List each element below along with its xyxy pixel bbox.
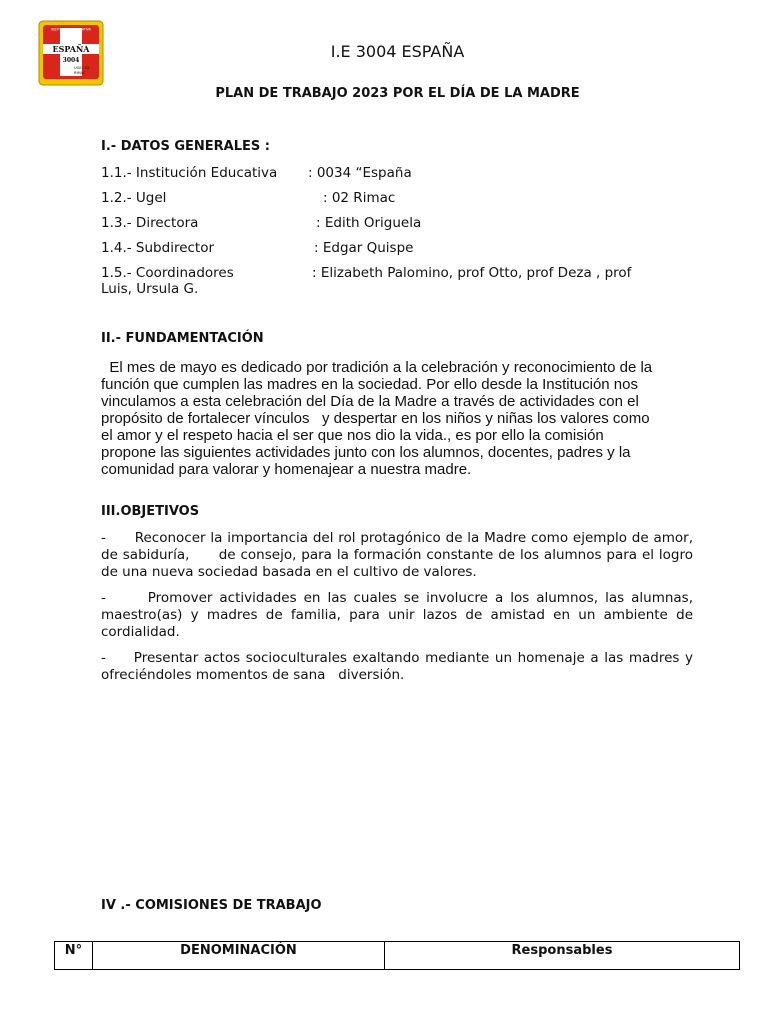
datos-value: : 02 Rimac [323,190,396,206]
datos-value: : Edith Origuela [316,215,422,231]
datos-label: 1.1.- Institución Educativa [101,165,278,181]
table-header-row [55,942,740,970]
column-header-responsables: Responsables [385,942,740,970]
column-header-denominacion: DENOMINACIÓN [93,942,385,970]
datos-value: : Elizabeth Palomino, prof Otto, prof Deza , prof [312,265,632,281]
logo-number: 3004 [62,57,80,64]
fundamentacion-line: el amor y el respeto hacia el ser que nos dio la vida., es por ello la comisión [101,427,604,444]
comisiones-table [54,941,740,970]
datos-value: : 0034 “España [308,165,412,181]
fundamentacion-line: El mes de mayo es dedicado por tradición a la celebración y reconocimiento de la [101,359,653,376]
plan-title: PLAN DE TRABAJO 2023 POR EL DÍA DE LA MADRE [215,86,580,101]
logo-top-text: INSTITUCIÓN EDUCATIVA [51,27,91,32]
fundamentacion-line: propone las siguientes actividades junto con los alumnos, docentes, padres y la [101,444,631,461]
logo-district: RIMAC [74,71,86,75]
datos-row-subdirector [101,240,414,256]
fundamentacion-line: vinculamos a esta celebración del Día de la Madre a través de actividades con el [101,393,639,410]
fundamentacion-line: propósito de fortalecer vínculos y despertar en los niños y niñas los valores como [101,410,650,427]
datos-row-ugel [101,190,396,206]
datos-label: 1.4.- Subdirector [101,240,215,256]
fundamentacion-paragraph [101,359,693,478]
datos-label: 1.5.- Coordinadores [101,265,234,281]
column-header-numero: N° [55,942,93,970]
datos-row-coordinadores-continuation: Luis, Ursula G. [101,281,199,297]
comisiones-heading: IV .- COMISIONES DE TRABAJO [101,898,322,913]
datos-label: 1.3.- Directora [101,215,199,231]
fundamentacion-line: comunidad para valorar y homenajear a nuestra madre. [101,461,472,478]
datos-row-institucion [101,165,412,181]
datos-row-directora [101,215,422,231]
logo-name: ESPAÑA [52,44,90,54]
objetivos-heading: III.OBJETIVOS [101,504,200,519]
fundamentacion-line: función que cumplen las madres en la sociedad. Por ello desde la Institución nos [101,376,638,393]
objetivo-item: - Promover actividades en las cuales se involucre a los alumnos, las alumnas, maestro(as) y madres de familia, para unir lazos de amistad en un ambiente de cordialidad. [101,590,698,640]
datos-value: : Edgar Quispe [314,240,414,256]
datos-heading: I.- DATOS GENERALES : [101,139,270,154]
school-name: I.E 3004 ESPAÑA [330,42,465,61]
objetivo-item: - Reconocer la importancia del rol protagónico de la Madre como ejemplo de amor, de sabiduría, de consejo, para la formación constante de los alumnos para el logro de una nueva sociedad basada en el cultivo de valores. [101,530,698,580]
datos-label: 1.2.- Ugel [101,190,167,206]
datos-row-coordinadores [101,265,632,281]
fundamentacion-heading: II.- FUNDAMENTACIÓN [101,331,264,346]
logo-ugel: UGEL 02 [74,66,90,70]
objetivo-item: - Presentar actos socioculturales exaltando mediante un homenaje a las madres y ofreciéndoles momentos de sana diversión. [101,650,698,683]
